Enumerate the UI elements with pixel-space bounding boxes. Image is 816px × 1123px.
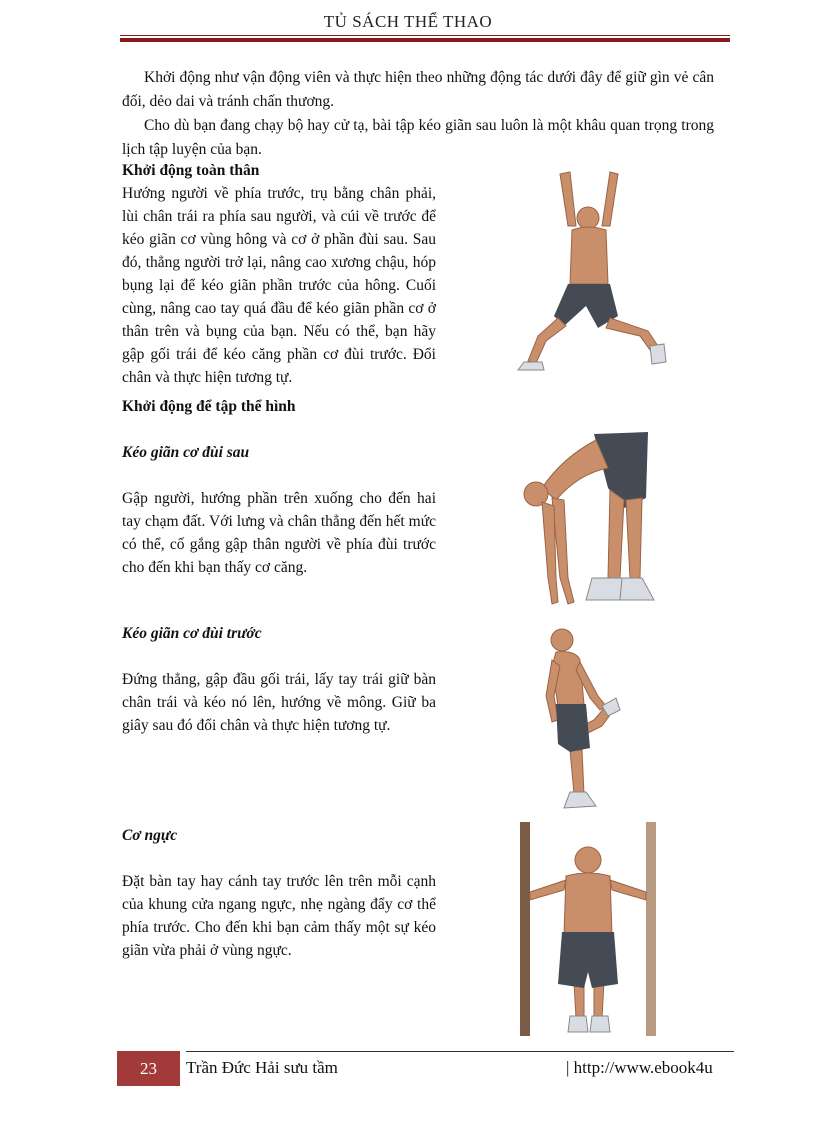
header-rule-thick: [120, 38, 730, 42]
quad-stretch-photo: [540, 626, 630, 816]
hamstring-stretch-photo: [512, 428, 662, 610]
section-text-full-body: Hướng người về phía trước, trụ bằng chân phải, lùi chân trái ra phía sau người, và cúi về trước để kéo giãn cơ vùng hông và cơ ở phần đùi sau. Sau đó, thẳng người trở lại, nâng cao xương chậu, hóp bụng lại để kéo giãn phần trước của hông. Cuối cùng, nâng cao tay quá đầu để kéo giãn phần cơ ở thân trên và bụng của bạn. Nếu có thể, bạn hãy gập gối trái để kéo căng phần cơ đùi trước. Đổi chân và thực hiện tương tự.: [122, 185, 436, 386]
running-header: TỦ SÁCH THỂ THAO: [323, 12, 493, 31]
page-number-badge: 23: [117, 1051, 180, 1086]
footer-url-link[interactable]: | http://www.ebook4u: [566, 1058, 713, 1077]
section-heading-full-body: Khởi động toàn thân: [122, 162, 260, 179]
exercise-text-quad: Đứng thẳng, gập đầu gối trái, lấy tay trái giữ bàn chân trái và kéo nó lên, hướng về mông. Giữ ba giây sau đó đổi chân và thực hiện tương tự.: [122, 671, 436, 734]
exercise-text-hamstring: Gập người, hướng phần trên xuống cho đến hai tay chạm đất. Với lưng và chân thẳng đến hết mức có thể, cố gắng gập thân người về phía đùi trước cho đến khi bạn thấy cơ căng.: [122, 490, 436, 576]
footer-author: Trần Đức Hải sưu tầm: [186, 1058, 338, 1077]
footer-rule: [186, 1051, 734, 1052]
exercise-title-hamstring: Kéo giãn cơ đùi sau: [122, 444, 250, 461]
intro-paragraph-2: Cho dù bạn đang chạy bộ hay cử tạ, bài tập kéo giãn sau luôn là một khâu quan trọng trong lịch tập luyện của bạn.: [122, 117, 714, 158]
intro-paragraph-1: Khởi động như vận động viên và thực hiện theo những động tác dưới đây để giữ gìn vẻ cân đối, dẻo dai và tránh chấn thương.: [122, 69, 714, 110]
header-rule: [120, 35, 730, 36]
exercise-text-chest: Đặt bàn tay hay cánh tay trước lên trên mỗi cạnh của khung cửa ngang ngực, nhẹ ngàng đẩy cơ thể phía trước. Cho đến khi bạn cảm thấy một sự kéo giãn vừa phải ở vùng ngực.: [122, 873, 436, 959]
exercise-title-quad: Kéo giãn cơ đùi trước: [122, 625, 262, 642]
chest-stretch-photo: [516, 822, 661, 1036]
lunge-stretch-photo: [498, 166, 678, 381]
section-heading-bodybuilding: Khởi động để tập thể hình: [122, 398, 296, 415]
exercise-title-chest: Cơ ngực: [122, 827, 178, 844]
